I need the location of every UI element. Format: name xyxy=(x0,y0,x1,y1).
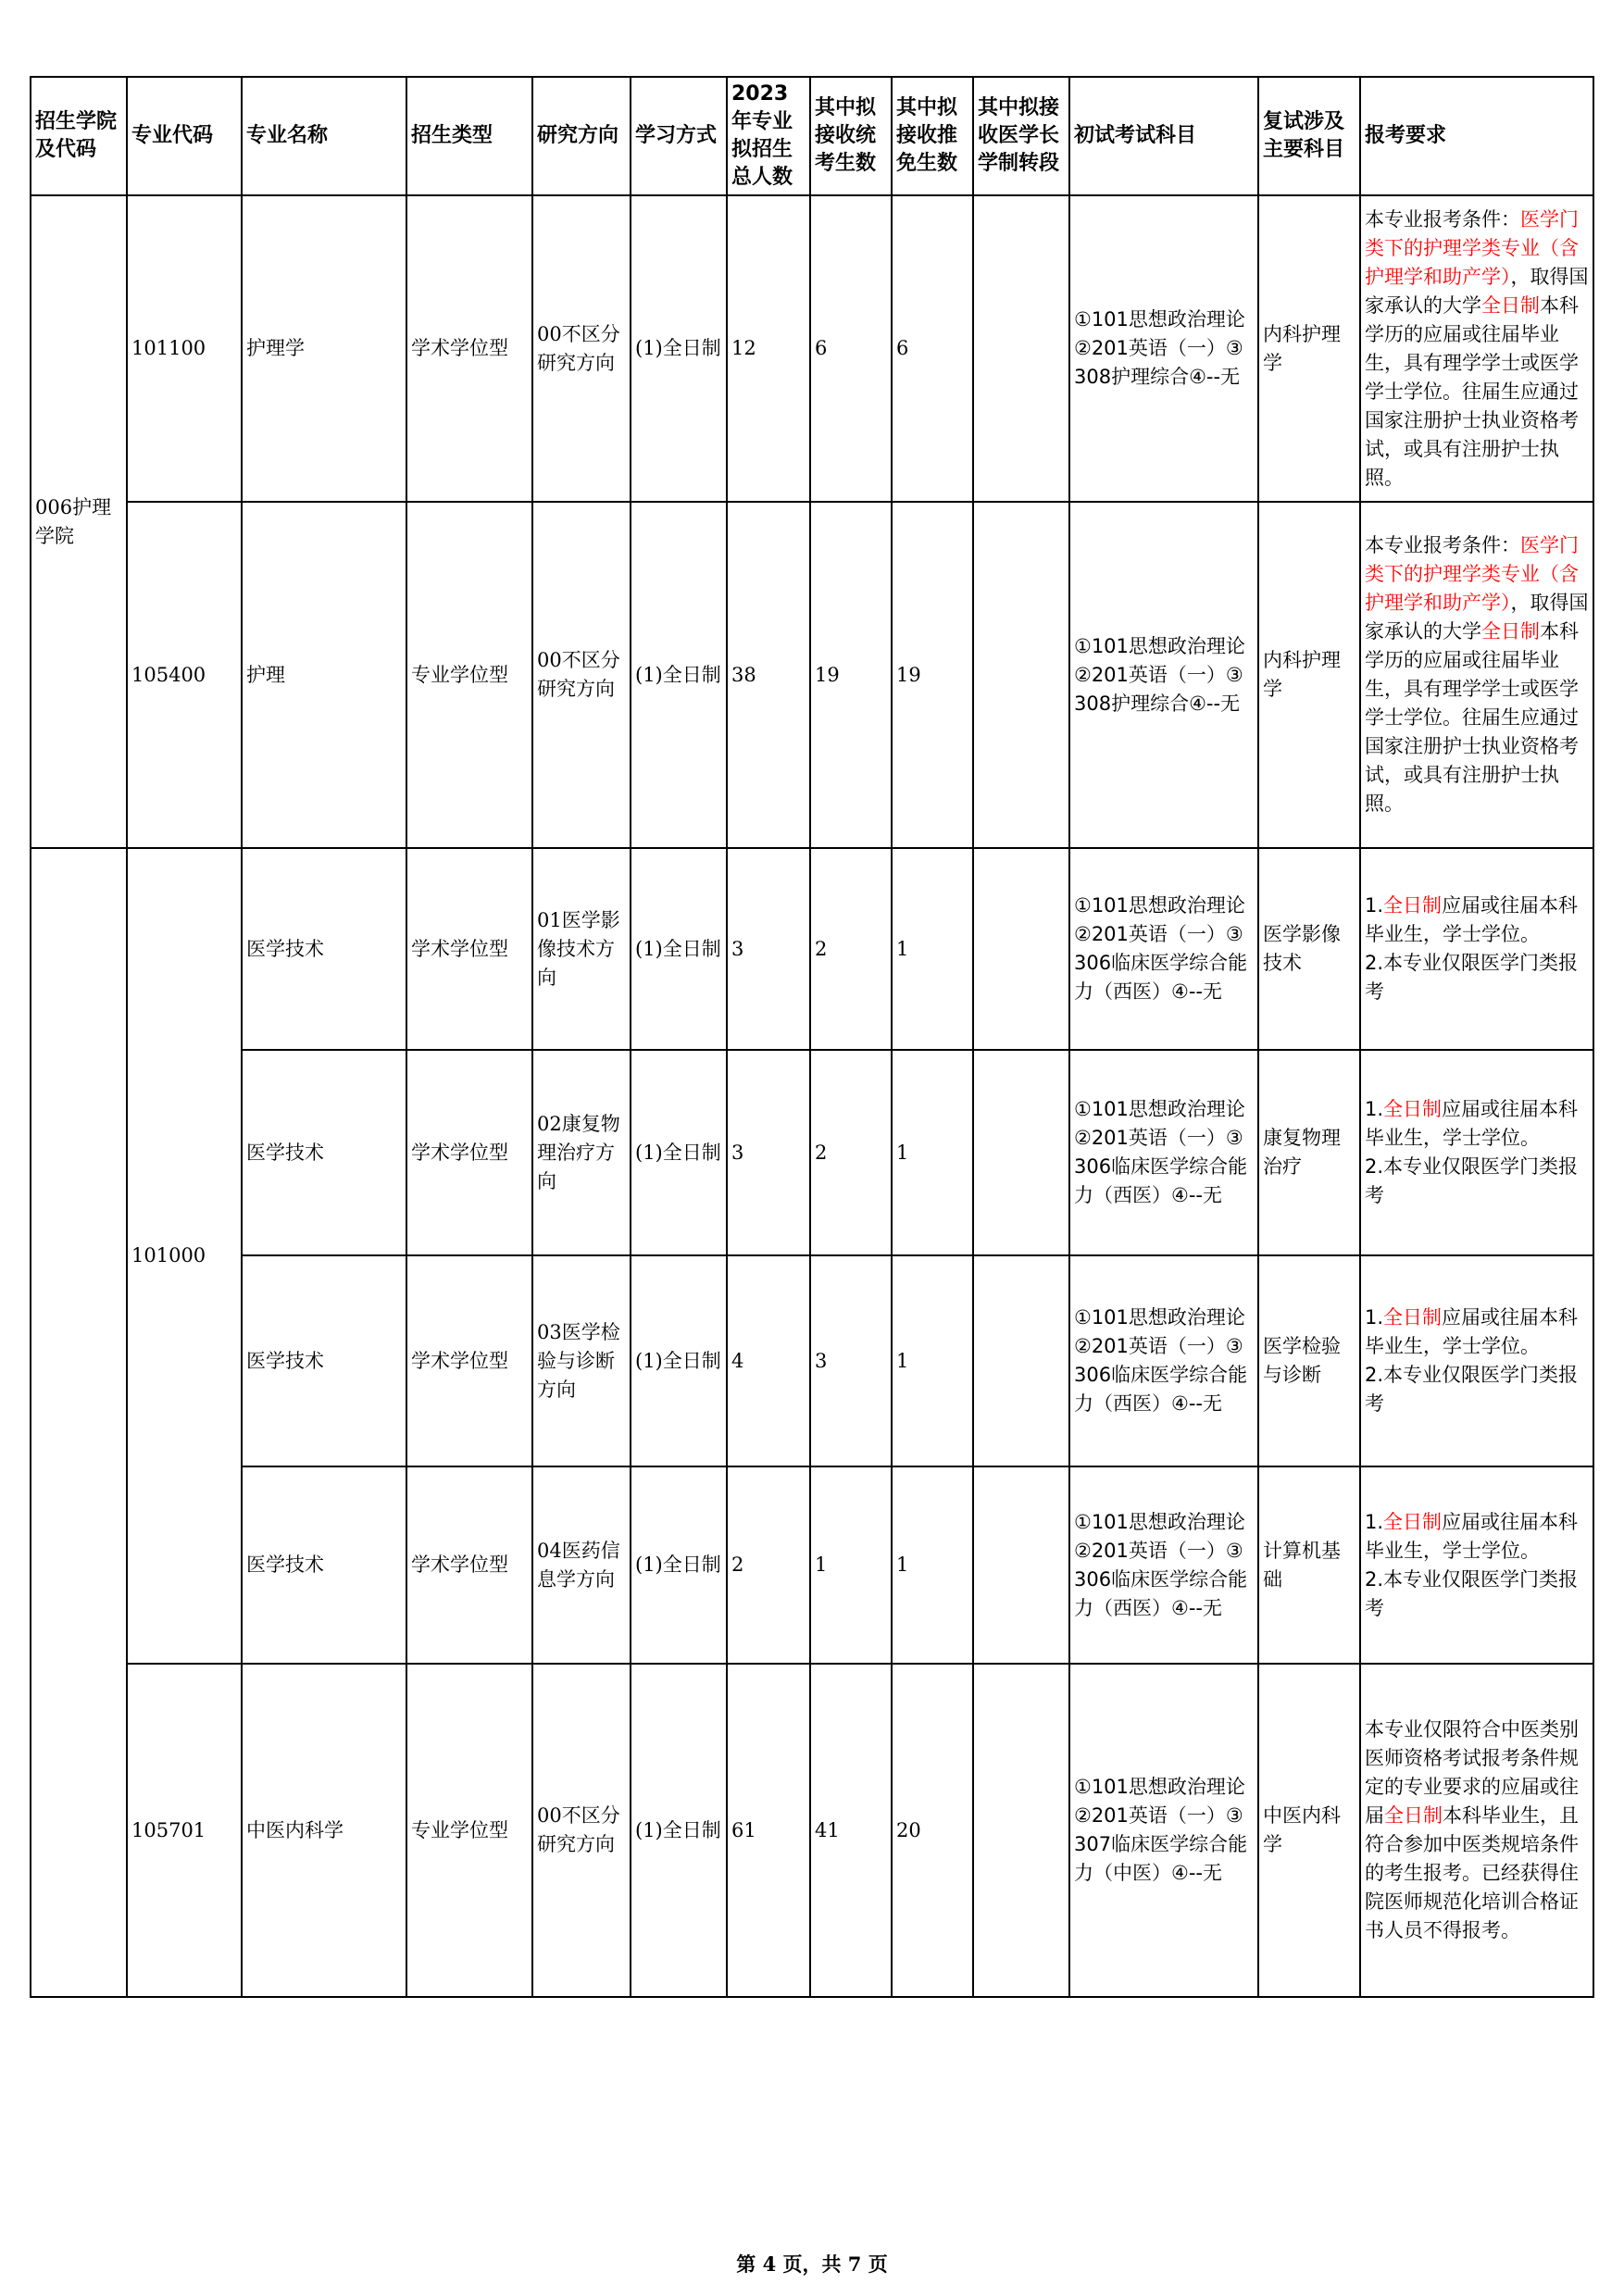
major-name: 中医内科学 xyxy=(242,1664,406,1997)
req-text: 1. xyxy=(1365,1510,1384,1533)
total-count: 4 xyxy=(727,1255,810,1466)
research-direction: 00不区分研究方向 xyxy=(532,1664,631,1997)
header-transfer-count: 其中拟接收医学长学制转段 xyxy=(973,77,1069,195)
admission-type: 学术学位型 xyxy=(406,1050,532,1255)
admission-type: 学术学位型 xyxy=(406,1466,532,1664)
req-text: 应届或往届本科毕业生，学士学位。 xyxy=(1365,894,1579,945)
exam-subjects: ①101思想政治理论②201英语（一）③306临床医学综合能力（西医）④--无 xyxy=(1069,1255,1258,1466)
exam-count: 6 xyxy=(810,195,892,502)
major-name: 护理学 xyxy=(242,195,406,502)
header-exempt-count: 其中拟接收推免生数 xyxy=(892,77,973,195)
requirements xyxy=(1360,1050,1593,1255)
req-text: 应届或往届本科毕业生，学士学位。 xyxy=(1365,1306,1579,1357)
exempt-count: 1 xyxy=(892,1255,973,1466)
requirements xyxy=(1360,195,1593,502)
req-highlight: 医学门类下的护理学类专业（含护理学和助产学） xyxy=(1365,534,1579,614)
retest-subjects: 医学检验与诊断 xyxy=(1258,1255,1360,1466)
study-mode: (1)全日制 xyxy=(631,1255,727,1466)
req-highlight: 全日制 xyxy=(1384,1804,1443,1827)
total-count: 3 xyxy=(727,1050,810,1255)
req-text: 本科学历的应届或往届毕业生，具有理学学士或医学学士学位。往届生应通过国家注册护士执业资格考试，或具有注册护士执照。 xyxy=(1365,293,1579,489)
research-direction: 00不区分研究方向 xyxy=(532,195,631,502)
header-exam-subjects: 初试考试科目 xyxy=(1069,77,1258,195)
exempt-count: 1 xyxy=(892,1466,973,1664)
study-mode: (1)全日制 xyxy=(631,848,727,1050)
research-direction: 01医学影像技术方向 xyxy=(532,848,631,1050)
req-highlight: 全日制 xyxy=(1383,894,1443,917)
transfer-count xyxy=(973,1664,1069,1997)
exam-count: 19 xyxy=(810,502,892,848)
college-cell-empty xyxy=(31,848,127,1997)
transfer-count xyxy=(973,848,1069,1050)
req-highlight: 全日制 xyxy=(1481,293,1540,317)
retest-subjects: 康复物理治疗 xyxy=(1258,1050,1360,1255)
major-code: 101100 xyxy=(127,195,242,502)
study-mode: (1)全日制 xyxy=(631,195,727,502)
req-text: 本专业报考条件： xyxy=(1365,534,1520,556)
total-count: 38 xyxy=(727,502,810,848)
req-text: ，取得国家承认的大学 xyxy=(1365,592,1589,643)
study-mode: (1)全日制 xyxy=(631,1050,727,1255)
exam-count: 1 xyxy=(810,1466,892,1664)
admission-type: 学术学位型 xyxy=(406,848,532,1050)
table-row xyxy=(31,848,1593,1050)
table-row xyxy=(31,1050,1593,1255)
req-text: 本专业报考条件： xyxy=(1365,207,1520,231)
exempt-count: 20 xyxy=(892,1664,973,1997)
transfer-count xyxy=(973,1050,1069,1255)
req-highlight: 全日制 xyxy=(1383,1098,1443,1120)
exam-count: 2 xyxy=(810,848,892,1050)
exam-count: 41 xyxy=(810,1664,892,1997)
total-count: 3 xyxy=(727,848,810,1050)
admission-type: 学术学位型 xyxy=(406,1255,532,1466)
study-mode: (1)全日制 xyxy=(631,502,727,848)
req-text: 1. xyxy=(1365,894,1384,917)
retest-subjects: 内科护理学 xyxy=(1258,195,1360,502)
table-row xyxy=(31,1255,1593,1466)
transfer-count xyxy=(973,502,1069,848)
header-college: 招生学院及代码 xyxy=(31,77,127,195)
admission-type: 专业学位型 xyxy=(406,502,532,848)
research-direction: 03医学检验与诊断方向 xyxy=(532,1255,631,1466)
req-highlight: 全日制 xyxy=(1383,1510,1443,1533)
transfer-count xyxy=(973,1466,1069,1664)
research-direction: 00不区分研究方向 xyxy=(532,502,631,848)
retest-subjects: 中医内科学 xyxy=(1258,1664,1360,1997)
page-footer: 第 4 页，共 7 页 xyxy=(736,2252,888,2276)
req-highlight: 医学门类下的护理学类专业（含护理学和助产学） xyxy=(1365,207,1579,288)
header-retest: 复试涉及主要科目 xyxy=(1258,77,1360,195)
exempt-count: 19 xyxy=(892,502,973,848)
research-direction: 04医药信息学方向 xyxy=(532,1466,631,1664)
req-text: 本科学历的应届或往届毕业生，具有理学学士或医学学士学位。往届生应通过国家注册护士执业资格考试，或具有注册护士执照。 xyxy=(1365,620,1579,815)
req-text: 1. xyxy=(1365,1098,1384,1120)
exempt-count: 6 xyxy=(892,195,973,502)
exam-subjects: ①101思想政治理论②201英语（一）③308护理综合④--无 xyxy=(1069,502,1258,848)
table-row xyxy=(31,195,1593,502)
admission-type: 专业学位型 xyxy=(406,1664,532,1997)
exam-subjects: ①101思想政治理论②201英语（一）③306临床医学综合能力（西医）④--无 xyxy=(1069,1466,1258,1664)
exam-count: 2 xyxy=(810,1050,892,1255)
exam-subjects: ①101思想政治理论②201英语（一）③306临床医学综合能力（西医）④--无 xyxy=(1069,848,1258,1050)
header-requirements: 报考要求 xyxy=(1360,77,1593,195)
exam-subjects: ①101思想政治理论②201英语（一）③306临床医学综合能力（西医）④--无 xyxy=(1069,1050,1258,1255)
exempt-count: 1 xyxy=(892,848,973,1050)
major-name: 护理 xyxy=(242,502,406,848)
requirements xyxy=(1360,502,1593,848)
exam-subjects: ①101思想政治理论②201英语（一）③308护理综合④--无 xyxy=(1069,195,1258,502)
retest-subjects: 内科护理学 xyxy=(1258,502,1360,848)
req-text: 本专业仅限符合中医类别医师资格考试报考条件规定的专业要求的应届或往届 xyxy=(1365,1718,1579,1827)
major-name: 医学技术 xyxy=(242,1255,406,1466)
total-count: 61 xyxy=(727,1664,810,1997)
req-text: 本科毕业生，且符合参加中医类规培条件的考生报考。已经获得住院医师规范化培训合格证书人员不得报考。 xyxy=(1365,1804,1579,1941)
header-direction: 研究方向 xyxy=(532,77,631,195)
req-highlight: 全日制 xyxy=(1383,1306,1443,1329)
req-text: 1. xyxy=(1365,1306,1384,1329)
req-text: 2.本专业仅限医学门类报考 xyxy=(1365,1567,1579,1619)
table-row xyxy=(31,1664,1593,1997)
header-type: 招生类型 xyxy=(406,77,532,195)
major-name: 医学技术 xyxy=(242,848,406,1050)
transfer-count xyxy=(973,195,1069,502)
research-direction: 02康复物理治疗方向 xyxy=(532,1050,631,1255)
req-text: 应届或往届本科毕业生，学士学位。 xyxy=(1365,1510,1579,1562)
major-name: 医学技术 xyxy=(242,1466,406,1664)
requirements xyxy=(1360,1664,1593,1997)
major-code: 101000 xyxy=(127,848,242,1664)
total-count: 12 xyxy=(727,195,810,502)
transfer-count xyxy=(973,1255,1069,1466)
header-row xyxy=(31,77,1593,195)
req-text: 应届或往届本科毕业生，学士学位。 xyxy=(1365,1098,1579,1149)
exam-count: 3 xyxy=(810,1255,892,1466)
header-study-mode: 学习方式 xyxy=(631,77,727,195)
req-highlight: 全日制 xyxy=(1481,620,1540,643)
admissions-table xyxy=(30,76,1594,1998)
req-text: 2.本专业仅限医学门类报考 xyxy=(1365,952,1579,1003)
requirements xyxy=(1360,1466,1593,1664)
req-text: ，取得国家承认的大学 xyxy=(1365,265,1589,317)
exam-subjects: ①101思想政治理论②201英语（一）③307临床医学综合能力（中医）④--无 xyxy=(1069,1664,1258,1997)
major-code: 105701 xyxy=(127,1664,242,1997)
req-text: 2.本专业仅限医学门类报考 xyxy=(1365,1364,1579,1415)
exempt-count: 1 xyxy=(892,1050,973,1255)
major-name: 医学技术 xyxy=(242,1050,406,1255)
header-major-code: 专业代码 xyxy=(127,77,242,195)
college-cell: 006护理学院 xyxy=(31,195,127,848)
study-mode: (1)全日制 xyxy=(631,1466,727,1664)
header-total: 2023年专业拟招生总人数 xyxy=(727,77,810,195)
requirements xyxy=(1360,848,1593,1050)
retest-subjects: 计算机基础 xyxy=(1258,1466,1360,1664)
total-count: 2 xyxy=(727,1466,810,1664)
header-exam-count: 其中拟接收统考生数 xyxy=(810,77,892,195)
header-major-name: 专业名称 xyxy=(242,77,406,195)
retest-subjects: 医学影像技术 xyxy=(1258,848,1360,1050)
major-code: 105400 xyxy=(127,502,242,848)
study-mode: (1)全日制 xyxy=(631,1664,727,1997)
requirements xyxy=(1360,1255,1593,1466)
admission-type: 学术学位型 xyxy=(406,195,532,502)
table-row xyxy=(31,1466,1593,1664)
req-text: 2.本专业仅限医学门类报考 xyxy=(1365,1155,1579,1206)
table-row xyxy=(31,502,1593,848)
